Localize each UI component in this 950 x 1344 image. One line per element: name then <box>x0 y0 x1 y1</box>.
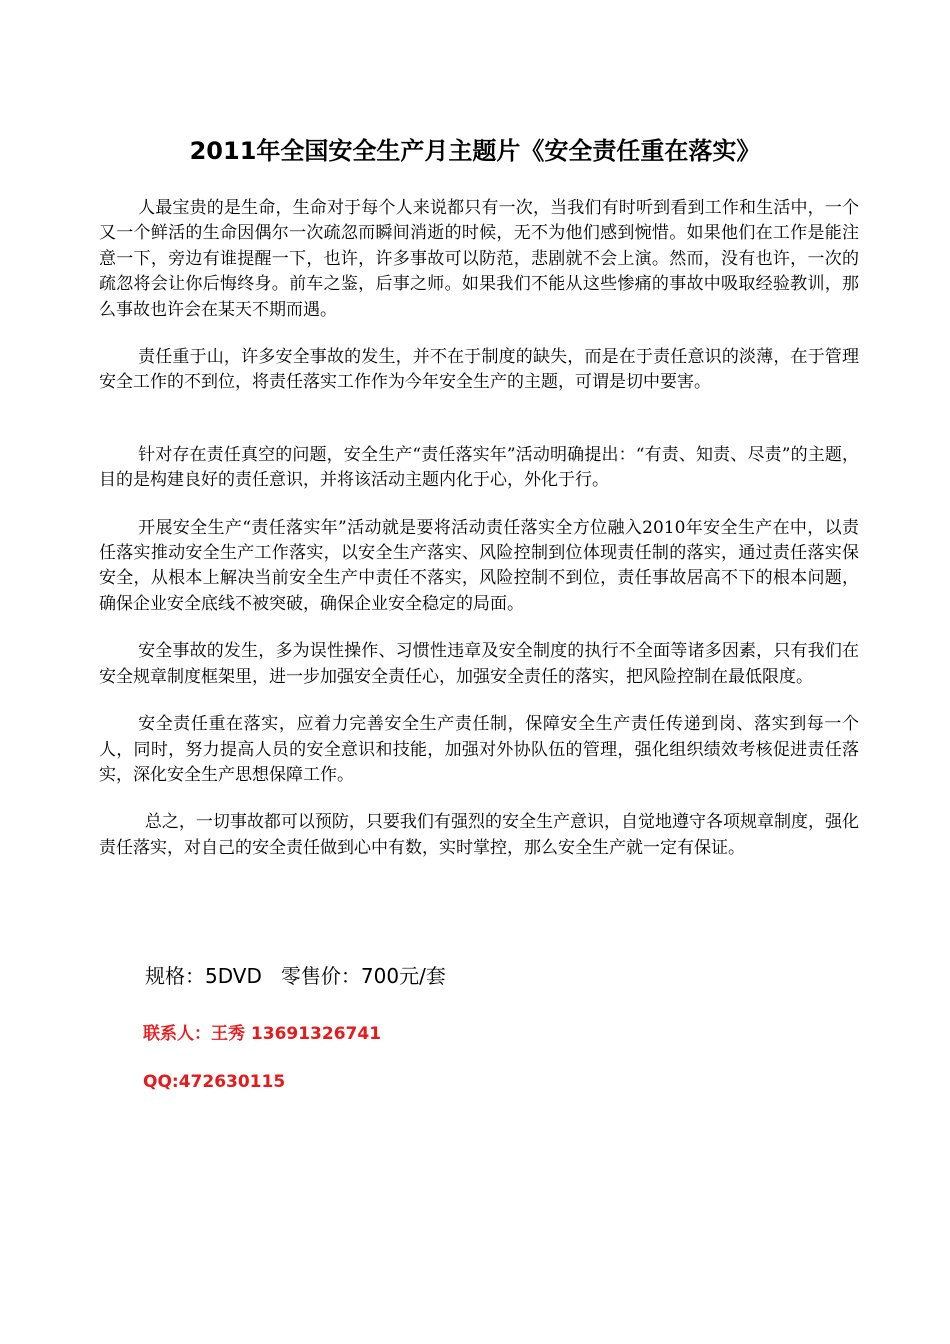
paragraph-2: 责任重于山，许多安全事故的发生，并不在于制度的缺失，而是在于责任意识的淡薄，在于管理安全工作的不到位，将责任落实工作作为今年安全生产的主题，可谓是切中要害。 <box>99 347 859 393</box>
contact-person: 联系人：王秀 13691326741 <box>143 1024 382 1044</box>
product-spec: 规格：5DVD 零售价：700元/套 <box>145 964 446 988</box>
paragraph-7: 总之，一切事故都可以预防，只要我们有强烈的安全生产意识，自觉地遵守各项规章制度，强化责任落实，对自己的安全责任做到心中有数，实时掌控，那么安全生产就一定有保证。 <box>99 812 859 858</box>
contact-qq: QQ:472630115 <box>143 1072 286 1092</box>
paragraph-6: 安全责任重在落实，应着力完善安全生产责任制，保障安全生产责任传递到岗、落实到每一个人，同时，努力提高人员的安全意识和技能，加强对外协队伍的管理，强化组织绩效考核促进责任落实，深化安全生产思想保障工作。 <box>99 714 859 785</box>
paragraph-5: 安全事故的发生，多为误性操作、习惯性违章及安全制度的执行不全面等诸多因素，只有我们在安全规章制度框架里，进一步加强安全责任心，加强安全责任的落实，把风险控制在最低限度。 <box>99 641 859 687</box>
paragraph-3: 针对存在责任真空的问题，安全生产“责任落实年”活动明确提出：“有责、知责、尽责”的主题，目的是构建良好的责任意识，并将该活动主题内化于心，外化于行。 <box>99 444 859 491</box>
document-title: 2011年全国安全生产月主题片《安全责任重在落实》 <box>189 137 761 165</box>
paragraph-1: 人最宝贵的是生命，生命对于每个人来说都只有一次，当我们有时听到看到工作和生活中，一个又一个鲜活的生命因偶尔一次疏忽而瞬间消逝的时候，无不为他们感到惋惜。如果他们在工作是能注意一下，旁边有谁提醒一下，也许，许多事故可以防范，悲剧就不会上演。然而，没有也许，一次的疏忽将会让你后悔终身。前车之鉴，后事之师。如果我们不能从这些惨痛的事故中吸取经验教训，那么事故也许会在某天不期而遇。 <box>99 198 859 320</box>
document-body <box>99 196 859 883</box>
paragraph-4: 开展安全生产“责任落实年”活动就是要将活动责任落实全方位融入2010年安全生产在中，以责任落实推动安全生产工作落实，以安全生产落实、风险控制到位体现责任制的落实，通过责任落实保安全，从根本上解决当前安全生产中责任不落实，风险控制不到位，责任事故居高不下的根本问题，确保企业安全底线不被突破，确保企业安全稳定的局面。 <box>99 517 859 614</box>
